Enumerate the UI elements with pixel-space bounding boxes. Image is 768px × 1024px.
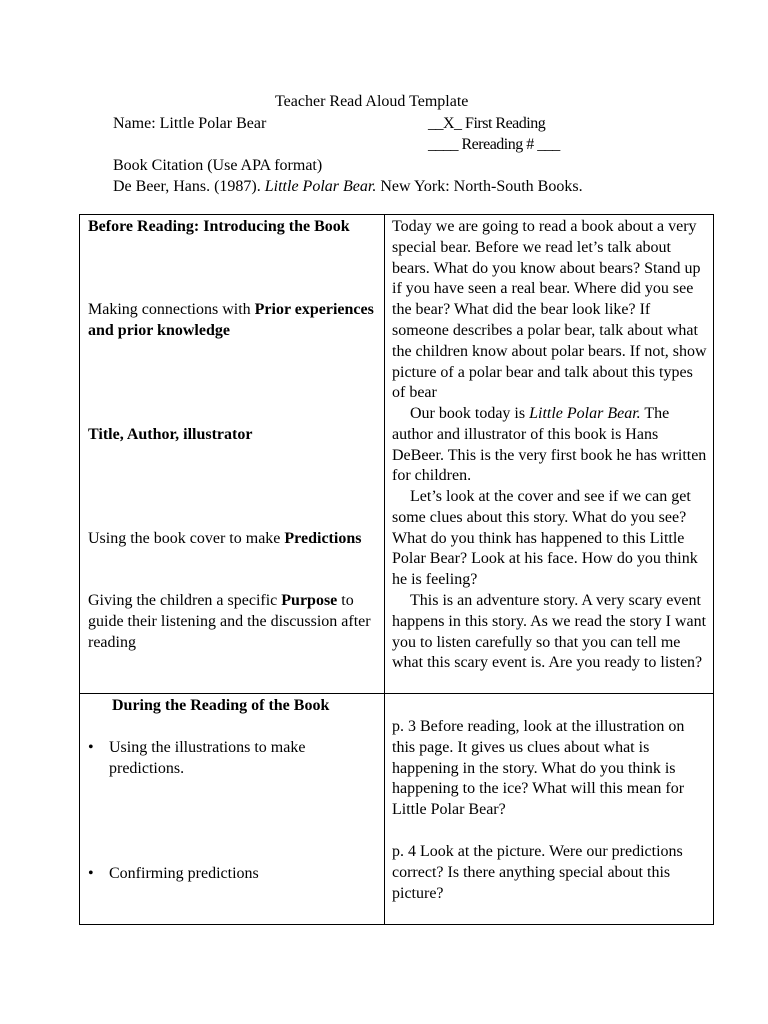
citation-label: Book Citation (Use APA format) <box>113 157 323 174</box>
first-reading-field: __X_ First Reading <box>428 115 546 132</box>
purpose-paragraph: This is an adventure story. A very scary event happens in this story. As we read the story I want you to listen carefully so that you can tell me what this scary event is. Are you ready to listen? <box>392 592 707 672</box>
during-reading-row <box>80 694 714 925</box>
before-reading-left-cell <box>80 215 385 694</box>
during-reading-heading: During the Reading of the Book <box>112 697 330 714</box>
book-name: Name: Little Polar Bear <box>113 115 267 132</box>
bullet-item-confirming: • Confirming predictions <box>80 864 385 885</box>
during-reading-left-cell <box>80 694 385 925</box>
book-intro-paragraph: Our book today is Little Polar Bear. The author and illustrator of this book is Hans DeBeer. This is the very first book he has written for children. <box>392 405 707 485</box>
template-title: Teacher Read Aloud Template <box>275 93 469 110</box>
citation-title: Little Polar Bear. <box>264 178 377 195</box>
bullet-icon: • <box>88 739 94 756</box>
citation-publisher: New York: North-South Books. <box>376 178 583 195</box>
before-reading-row <box>80 215 714 694</box>
citation-author: De Beer, Hans. (1987). <box>113 178 265 195</box>
rereading-field: ____ Rereading # ___ <box>428 136 560 153</box>
cover-paragraph: Let’s look at the cover and see if we can get some clues about this story. What do you see? What do you think has happened to this Little Polar Bear? Look at his face. How do you think he is feeling? <box>392 488 698 589</box>
before-reading-right-cell <box>385 215 714 694</box>
page-3-paragraph: p. 3 Before reading, look at the illustration on this page. It gives us clues about what is happening in the story. What do you think is happening to the ice? What will this mean for Little Polar Bear? <box>392 718 685 819</box>
bullet-icon: • <box>88 865 94 882</box>
purpose-label: Giving the children a specific Purpose to guide their listening and the discussion after reading <box>88 592 371 651</box>
intro-paragraph: Today we are going to read a book about a very special bear. Before we read let’s talk about bears. What do you know about bears? Stand up if you have seen a real bear. Where did you see the bear? What did the bear look like? If someone describes a polar bear, talk about what the children know about polar bears. If not, show picture of a polar bear and talk about this types of bear <box>392 218 707 402</box>
read-aloud-table <box>79 214 714 925</box>
during-reading-right-cell <box>385 694 714 925</box>
prior-knowledge-label: Making connections with Prior experiences and prior knowledge <box>88 301 374 339</box>
bullet-item-illustrations: • Using the illustrations to make predictions. <box>88 739 306 777</box>
predictions-label: Using the book cover to make Predictions <box>88 530 362 547</box>
title-author-label: Title, Author, illustrator <box>88 426 253 443</box>
before-reading-heading: Before Reading: Introducing the Book <box>88 218 350 235</box>
page-4-paragraph: p. 4 Look at the picture. Were our predictions correct? Is there anything special about this picture? <box>392 843 683 902</box>
citation <box>113 177 583 198</box>
